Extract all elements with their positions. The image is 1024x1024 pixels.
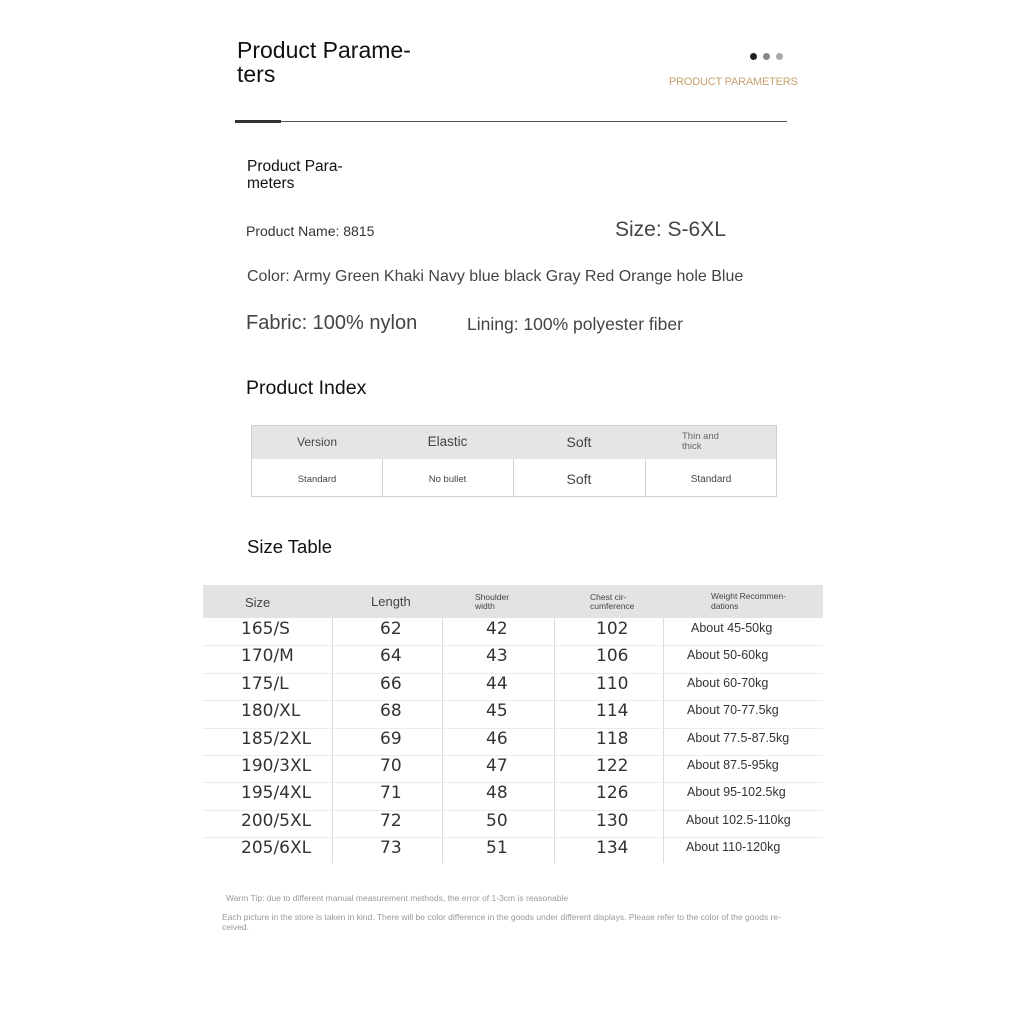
- column-divider: [442, 618, 443, 863]
- size-table-cell: 205/6XL: [241, 838, 312, 859]
- size-table-cell: 185/2XL: [241, 728, 312, 749]
- size-table-cell: 69: [380, 728, 402, 749]
- size-table-cell: About 95-102.5kg: [687, 785, 786, 800]
- size-table-cell: 122: [596, 756, 629, 776]
- size-table-cell: About 50-60kg: [687, 648, 769, 663]
- carousel-dots: [750, 53, 783, 60]
- size-table-cell: 48: [486, 783, 508, 804]
- size-table-cell: 106: [596, 646, 629, 667]
- size-table-cell: 64: [380, 646, 402, 667]
- size-table-cell: 175/L: [241, 673, 289, 694]
- product-name: Product Name: 8815: [246, 223, 375, 239]
- size-table-cell: 130: [596, 810, 629, 831]
- index-header-cell: Version: [296, 435, 338, 449]
- size-table-cell: 134: [596, 838, 629, 859]
- product-index-table: [251, 425, 777, 497]
- size-table-cell: 71: [380, 783, 402, 804]
- header-divider: [281, 121, 787, 122]
- size-table-cell: 190/3XL: [241, 756, 312, 776]
- index-header-cell: Soft: [566, 434, 592, 450]
- size-table-cell: 170/M: [241, 646, 294, 667]
- size-table-cell: 126: [596, 783, 629, 804]
- size-table-cell: 44: [486, 673, 508, 694]
- carousel-dot: [776, 53, 783, 60]
- product-fabric: Fabric: 100% nylon: [246, 312, 418, 334]
- index-value-cell: Soft: [566, 471, 592, 487]
- index-header-cell: Thin and thick: [682, 431, 719, 452]
- size-table-cell: About 70-77.5kg: [687, 703, 779, 718]
- size-table-cell: 43: [486, 646, 508, 667]
- size-table-cell: 102: [596, 619, 629, 639]
- size-table-cell: 195/4XL: [241, 783, 312, 804]
- header-divider-accent: [235, 120, 281, 123]
- size-header-size: Size: [245, 595, 271, 610]
- color-note: Each picture in the store is taken in kind. There will be color difference in the goods under different displays. Please refer to the color of the goods re- ceived.: [222, 912, 781, 932]
- carousel-dot: [750, 53, 757, 60]
- params-section-title: Product Para- meters: [247, 158, 343, 192]
- size-table-cell: About 87.5-95kg: [687, 758, 779, 772]
- size-table-cell: 68: [380, 701, 402, 722]
- carousel-dot: [763, 53, 770, 60]
- size-table-cell: 42: [486, 619, 508, 639]
- product-lining: Lining: 100% polyester fiber: [467, 314, 683, 334]
- size-header-shoulder: Shoulder width: [475, 592, 510, 611]
- size-table-cell: 66: [380, 673, 402, 694]
- size-section-title: Size Table: [247, 536, 333, 557]
- column-divider: [554, 618, 555, 863]
- size-header-weight: Weight Recommen- dations: [711, 591, 786, 611]
- column-divider: [663, 618, 664, 863]
- size-table-cell: 72: [380, 810, 402, 831]
- size-table-cell: 110: [596, 673, 629, 694]
- warm-tip: Warm Tip: due to different manual measurement methods, the error of 1-3cm is reasonable: [226, 893, 569, 903]
- size-table-cell: About 60-70kg: [687, 675, 769, 690]
- size-table-cell: 70: [380, 756, 402, 776]
- page-title: Product Parame- ters: [237, 37, 411, 87]
- index-value-cell: No bullet: [428, 474, 467, 485]
- size-table-cell: 118: [596, 728, 629, 749]
- index-value-cell: Standard: [690, 474, 732, 485]
- size-table-cell: 165/S: [241, 619, 290, 639]
- size-table-cell: About 102.5-110kg: [686, 812, 791, 827]
- row-divider: [203, 673, 823, 674]
- product-colors: Color: Army Green Khaki Navy blue black Gray Red Orange hole Blue: [247, 268, 744, 285]
- index-value-cell: Standard: [297, 474, 337, 485]
- size-table-cell: About 110-120kg: [686, 840, 781, 855]
- size-table-cell: About 45-50kg: [691, 621, 773, 635]
- size-table-cell: About 77.5-87.5kg: [687, 730, 790, 745]
- product-size: Size: S-6XL: [615, 218, 726, 241]
- index-section-title: Product Index: [246, 377, 367, 399]
- size-table-cell: 50: [486, 810, 508, 831]
- column-divider: [332, 618, 333, 863]
- size-table-cell: 51: [486, 838, 508, 859]
- size-table-cell: 180/XL: [241, 701, 301, 722]
- size-table-cell: 73: [380, 838, 402, 859]
- size-table-cell: 45: [486, 701, 508, 722]
- size-header-length: Length: [371, 594, 411, 609]
- size-table-cell: 62: [380, 619, 402, 639]
- page-subtitle: PRODUCT PARAMETERS: [669, 76, 798, 88]
- size-table-cell: 46: [486, 728, 508, 749]
- size-table-cell: 200/5XL: [241, 810, 312, 831]
- size-table-cell: 47: [486, 756, 508, 776]
- row-divider: [203, 645, 823, 646]
- size-header-chest: Chest cir- cumference: [590, 592, 635, 611]
- size-table-cell: 114: [596, 701, 629, 722]
- index-header-cell: Elastic: [427, 434, 468, 449]
